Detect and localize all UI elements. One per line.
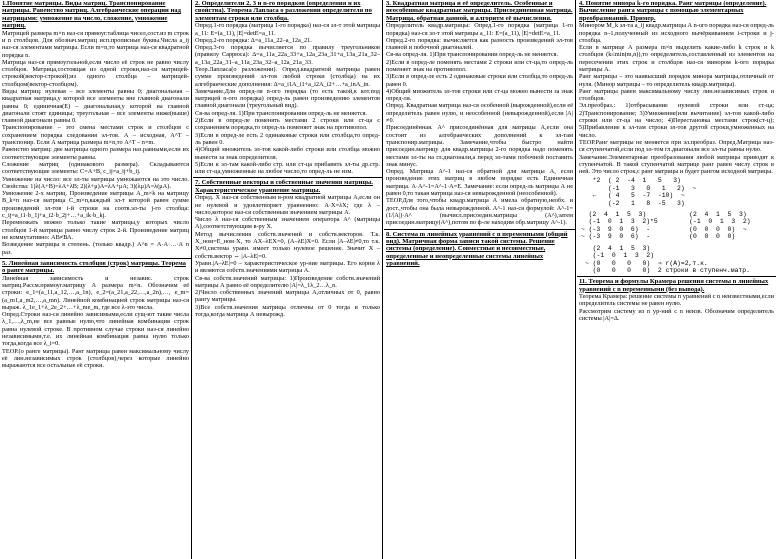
paragraph: Опред. Матрица А^-1 наз-ся обратной для матрицы А, если произведение этих матриц в любом порядке есть Единичная матрица. А·А^-1=А^-1·А=Е. Замечание: если опред-ль матрицы А не равен 0,то такая матрица наз-ся невырожденной (неособенной). <box>386 168 573 198</box>
paragraph: 4)Общий множитель эл-тов строки или ст-ца можно вынести за знак опред-ля. <box>386 87 573 103</box>
paragraph: Ранг матрицы равен максимальному числу лин.независимых строк и столбцов. <box>579 87 774 103</box>
matrix-steps <box>579 209 774 243</box>
matrix-line: (2 4 1 5 3) <box>585 244 651 252</box>
paragraph: Теорема Крамера: решение системы n уравнений с n неизвестными,если определитель системы не равен нулю. <box>579 293 774 308</box>
paragraph: 4)Общий множитель эл-тов какой-либо строки или столбца можно вынести за знак определителя. <box>195 146 380 161</box>
paragraph: Если в матрице А размера m×n выделить какие-либо k строк и k столбцов (k≤min(m,n)),то определитель,составленный из элементов на пересечении этих строк и столбцов наз-ся минором k-ого порядка матрицы А. <box>579 44 774 73</box>
paragraph: Возведение матрицы в степень. (только квадр.) А^n = А·А·…·А n раз. <box>2 241 189 256</box>
paragraph: 2)Если в опред-ле поменять местами 2 строки или ст-ца с сохранением порядка,то опред-ль поменяет знак на противопол. <box>195 117 380 132</box>
section-title: 11. Теорема и формулы Крамера решения системы n линейных уравнений с n переменными (без вывода). <box>579 278 769 293</box>
paragraph: Св-ва собств.значений матрицы: 1)Произведение собств.значений матрицы А равно её определителю |А|=λ_1λ_2…λ_n. <box>195 274 380 289</box>
section-11 <box>579 278 774 322</box>
paragraph: Св-ва опред-ля. 1)При транспонировании опред-ль не меняется. <box>386 51 559 59</box>
paragraph: Опред. Квадратная матрица наз-ся особенной (вырожденной),если её определитель равен нулю, и неособенной (невырожденной),если |А|≠0. <box>386 102 573 125</box>
paragraph: Ранг матрицы – это наивысший порядок минора матрицы,отличный от нуля. (Минор матрицы – то определитель квадр.матрицы). <box>579 73 774 88</box>
paragraph: Минором M_k эл-та а_ij квадр.матрицы А n-ого порядка наз-ся опред-ль порядка n–1,полученный из исходного вычёркиванием i-строки и j-столбца. <box>579 22 774 44</box>
paragraph: ТЕОР.(о ранге матрицы). Ранг матрицы равен максимальному числу её лин.независимых строк (столбцов),через которые линейно выражаются все остальные её строки. <box>2 347 189 370</box>
paragraph: Замечание.Элементарные преобразования любой матрицы приводят к ступенчатой. В такой ступенчатой матрице ранг равен числу строк в ней. Это число строк,с ранг матрицы и будет рангом исходной матрицы. <box>579 153 774 176</box>
column-3 <box>384 0 576 559</box>
paragraph: Эл.преобраз.: 1)отбрасывание нулевой строки или ст-ца; 2)Транспонирование; 3)Умножение(или вычитание) эл-тов какой-либо строки или ст-ца на число; 4)Перестановка местами строк(ст-ц); 5)Прибавление к эл-там строки эл-тов другой строки,умноженных на число. <box>579 102 774 139</box>
section-5 <box>2 260 189 370</box>
paragraph: Опред.3-го порядка вычисляется по правилу треугольников (правилу Саррюса): Δ=a_11a_22a_33+a_12a_23a_31+a_13a_21a_32–a_13a_22a_31–a_11a_23a_32–a_12a_21a_33. <box>195 44 380 66</box>
paragraph: Уравн.|А–λЕ|=0 – характеристическое ур-ние матрицы. Его корни λ и являются собств.значениями матрицы А. <box>195 259 380 275</box>
paragraph: Опред.2-го порядка: Δ=а_11а_22–а_12а_21. <box>195 36 312 44</box>
paragraph: ТЕОР.Для того,чтобы квадр.матрица А имела обратную,необх. и дост.,чтобы она была невырожденной. А^-1 наз-ся формулой: А^-1=(1/|А|)·А^ (вычисл.присоедин.матрицы (А^),затем присоедин.матрицу(А^),потом по ф-ле находим обр.матрицу А^-1). <box>386 197 573 227</box>
matrix-line: ~ (0 0 0 0) ⇒ r(A)=2,т.к. <box>585 259 708 267</box>
matrix-example-start <box>585 177 774 207</box>
paragraph: Сложение матриц (одинакового размера). Складываются соответствующие элементы: С=А+В, c_ij=a_ij+b_ij. <box>2 160 189 176</box>
matrix-line: (-1 3 0 1 2) ~ <box>585 184 697 192</box>
section-title: 8. Система m линейных уравнений с n переменными (общий вид). Матричная форма записи такой системы. Решение системы (определение). Совместные и несовместные, определенные и неопределенные системы линейных уравнений. <box>386 230 568 268</box>
section-title: 1.Понятие матрицы. Виды матриц. Транспонирование матрицы. Равенство матриц. Алгебраические операции над матрицами: умножение на число, сложение, умножение матриц. <box>2 0 181 30</box>
column-2 <box>193 0 383 559</box>
section-title: 5. Линейная зависимость столбцов (строк) матрицы. Теорема о ранге матрицы. <box>2 259 186 275</box>
paragraph: Опред. Х наз-ся собственным в-ром квадратной матрицы А,если он не нулевой и удовлетворяет уравнению: А·Х=λХ; где λ – число,которое наз-ся собственным значением матрицы А. <box>195 194 380 216</box>
paragraph: Линейная зависимость и независ. строк матриц.Рассм.прямоуг.матрицу А размера m×n. Обозначим её строки: e_1=(a_11,a_12,…,a_1n), e_2=(a_21,a_22,…,a_2n),…, e_m=(a_m1,a_m2,…,a_mn). Линейной комбинацией строк матрицы наз-ся выраж. λ_1e_1+λ_2e_2+…+λ_me_m, где все λ-это числа. <box>2 274 189 311</box>
section-divider <box>384 229 575 230</box>
paragraph: Замечание.Для опред-ля n-ого порядка (то есть такой,к кот.под матрицей n-ого порядка) опред-ль равен произведению элементов главной диагонали (треугольный вид). <box>195 87 380 110</box>
paragraph: ТЕОР.Ранг матрицы не меняется при эл.преобраз. Опред.Матрица наз-ся ступенчатой,если под эл-том гл.диагонали все эл-ты равны нулю. <box>579 138 774 154</box>
column-4 <box>577 0 776 559</box>
matrix-line: (0 0 0 0) ~ <box>681 225 747 233</box>
paragraph: Опред.2-го порядка: вычисляется как разность произведений эл-тов главной и побочной диагоналей. <box>386 36 573 52</box>
matrix-step-left <box>581 211 674 241</box>
section-divider <box>193 177 382 178</box>
paragraph: Умножение на число: все эл-ты матрицы умножаются на это число. Свойства: 1)λ(А+В)=λА+λВ; 2)(λ+μ)А=λА+μА; 3)(λμ)А=λ(μА). <box>2 175 189 190</box>
matrix-line: (2 4 1 5 3) <box>581 211 647 219</box>
paragraph: Теор.Лапласа(о разложении). Опред.квадратной матрицы равен сумме произведений эл-тов любой строки (столбца) на их алгебраические дополнения: Δ=a_i1A_i1+a_i2A_i2+…+a_inA_in. <box>195 66 380 88</box>
matrix-line: *2 ( 2 -4 1 5 3) <box>585 177 681 185</box>
paragraph: Присоединённая. А^ присоединённая для матрицы А,если она состоит из алгебраических дополнений к эл-там транспонир.матрицы. Замечание,чтобы быстро найти присоедин.матрицу для квадр.матрицы 2-го порядка надо поменять местами эл-ты на гл.диагонали,а перед эл-тами побочной поставить знак минус. <box>386 124 573 168</box>
section-divider <box>577 276 776 277</box>
paragraph: 2)Число собственных значений матрицы А,отличных от 0, равно рангу матрицы. <box>195 289 380 304</box>
paragraph: Виды матриц: нулевая – все элементы равны 0; диагональная – квадратная матрица,у которой все элементы вне главной диагонали равны 0; единичная(E) – диагональная,у которой на главной диагонали стоят единицы; треугольная – все элементы ниже(выше) главной диагонали равны 0. <box>2 88 189 125</box>
section-title: 4. Понятие минора k-го порядка. Ранг матрицы (определение). Вычисление ранга матрицы с помощью элементарных преобразований. Пример. <box>579 0 767 22</box>
paragraph: 2)Если в опред-ле поменять местами 2 строки или ст-ца,то опред-ль поменяет знак на противопол. <box>386 58 573 73</box>
paragraph: Матрицей размера m×n наз-ся прямоуг.таблица чисел,сост.из m строк и n столбцов. Для обознач.матриц исп.прописные буквы.Числа а_ij наз-ся элементами матрицы. Если m=n,то матрица наз-ся квадратной порядка n. <box>2 29 189 59</box>
paragraph: Умножение 2-х матриц. Произведение матрицы А_m×k на матрицу В_k×n наз-ся матрица С_m×n,каждый эл-т которой равен сумме произведений эл-тов i-й строки на соотв.эл-ты j-го столбца: c_ij=a_i1·b_1j+a_i2·b_2j+…+a_ik·b_kj. <box>2 190 189 220</box>
paragraph: 5)Если к эл-там какой-либо стр. или ст-ца прибавить эл-ты др.стр. или ст-ца,умноженные на любое число,то опред-ль не изм. <box>195 160 380 176</box>
paragraph: Опред.1-го порядка (матрица 1-го порядка) наз-ся эл-т этой матрицы а_11: Е=(а_11), |Е|=detЕ=а_11. <box>195 22 380 37</box>
paragraph: Опред.Строки наз-ся линейно зависимыми,если сущ-ют такие числа λ_1,…,λ_m,не все равные нулю,что линейная комбинация строк равна нулевой строке. В противном случае строки наз-ся линейно независимыми,т.е. их линейная комбинация равна нулю только тогда,когда все λ_i=0. <box>2 311 189 348</box>
matrix-line: ← ( 4 5 -7 -10) ~ <box>585 192 685 200</box>
section-3 <box>386 0 573 227</box>
section-2 <box>195 0 380 175</box>
section-divider <box>0 258 191 259</box>
section-4 <box>579 0 774 274</box>
matrix-line: (2 4 1 5 3) <box>681 211 747 219</box>
paragraph: 3)Если в опред-ле есть 2 одинаковые строки или столбца,то опред-ль равен 0. <box>386 73 573 88</box>
matrix-line: (-1 0 1 3 2) <box>681 218 751 226</box>
paragraph: Рассмотрим систему из n ур-ний с n неизв. Обозначим определитель системы |А|=Δ. <box>579 307 774 323</box>
paragraph: Метод вычисления собств.значений и собств.векторов. Т.к. Х_ном=Е_ном·Х, то АХ–λЕХ=0, (А–λЕ)Х=0. Если |А–λЕ|≠0,то т.к. Х≠0,система уравн. имеет только нулевое решение. Значит Х – собств.вектор ⇔ |А–λЕ|=0. <box>195 230 380 260</box>
matrix-line: ~ (-3 9 0 6) - <box>581 225 651 233</box>
section-1 <box>2 0 189 256</box>
section-7 <box>195 179 380 318</box>
paragraph: Число λ наз-ся собственным значением оператора А^ (матрицы А),соответствующим в-ру Х. <box>195 216 380 231</box>
paragraph: Матрица наз-ся прямоугольной,если число её строк не равно числу столбцов. Матрица,состоящая из одной строки,наз-ся матрицей-строкой(вектор-строкой);из одного столбца – матрицей-столбцом(вектор-столбцом). <box>2 58 189 88</box>
matrix-line: (-2 1 8 -5 3) <box>585 199 685 207</box>
paragraph: 3)Все собств.значения матрицы отличны от 0 тогда и только тогда,когда матрица А невырожд. <box>195 303 380 319</box>
paragraph: Транспонирование – это смена местами строк и столбцов с сохранением порядка следования эл-тов. А – исходная, А^T – транспонир. Если А матрица размера m×n,то А^T – n×m. <box>2 124 189 147</box>
paragraph: Равенство матриц: две матрицы одного размера наз.равными,если их соответствующие элементы равны. <box>2 146 189 161</box>
section-title: 2. Определители 2, 3 и n-го порядков (определения и их свойства). Теорема Лапласа о разложении определителя по элементам строки или столбца. <box>195 0 372 22</box>
matrix-example-final <box>585 245 774 275</box>
matrix-line: (-1 0 1 3 2)*5 <box>581 218 658 226</box>
section-8 <box>386 231 573 268</box>
matrix-line: (0 0 0 0) <box>681 233 736 241</box>
matrix-step-right <box>682 211 775 241</box>
paragraph: Определитель квадр.матрицы: Опред.1-го порядка (матрица 1-го порядка) наз-ся эл-т этой матрицы а_11: Е=(а_11), |Е|=detЕ=а_11. <box>386 22 573 37</box>
matrix-line: ~ (-3 9 0 6) - <box>581 233 651 241</box>
section-title: 3. Квадратная матрица и её определитель. Особенные и неособенные квадратные матрицы. Присоединенная матрица. Матрица, обратная данной, и алгоритм её вычисления. <box>386 0 573 22</box>
paragraph: Св-ва опред-ля. 1)При транспонировании опред-ль не меняется. <box>195 109 368 117</box>
paragraph: 3)Если в опред-ле есть 2 одинаковые строки или столбца,то опред-ль равен 0. <box>195 131 380 146</box>
paragraph: Перемножать можно только такие матрицы,у которых число столбцов 1-й матрицы равно числу строк 2-й. Произведение матриц не коммутативно: АВ≠ВА. <box>2 219 189 241</box>
matrix-line: (0 0 0 0) 2 строки в ступенч.матр. <box>585 266 750 274</box>
section-title: 7. Собственные векторы и собственные значения матрицы. Характеристическое уравнение матрицы. <box>195 179 373 194</box>
matrix-line: (-1 0 1 3 2) <box>585 252 655 260</box>
column-1 <box>0 0 192 559</box>
